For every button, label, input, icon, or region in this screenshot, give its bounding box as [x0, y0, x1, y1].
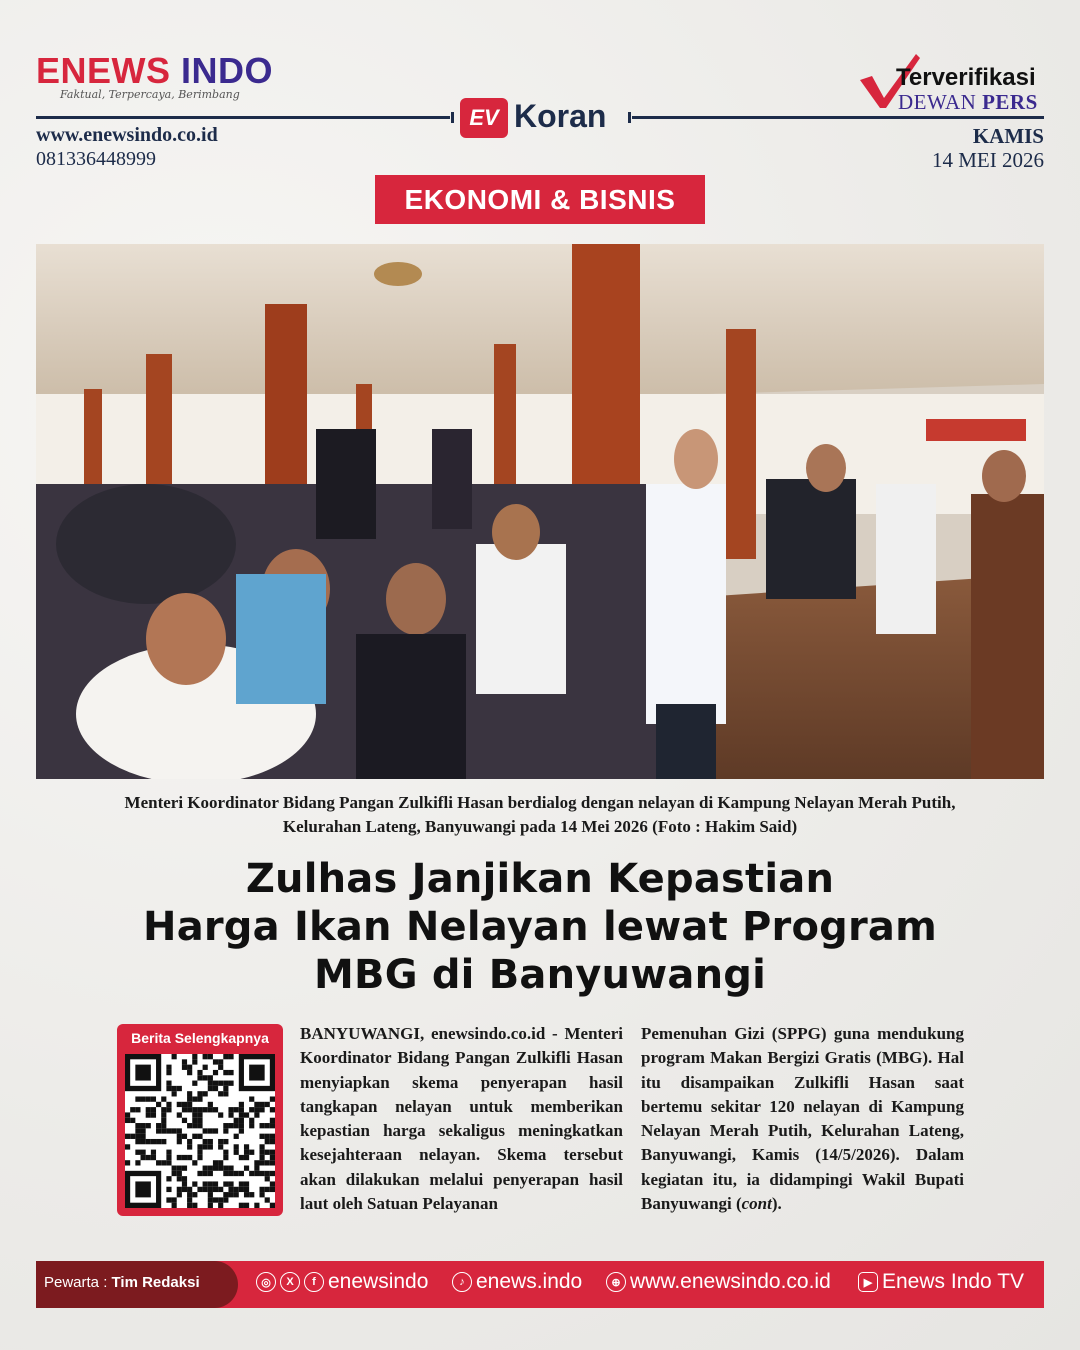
article-column-2: Pemenuhan Gizi (SPPG) guna mendukung program Makan Bergizi Gratis (MBG). Hal itu disampaikan Zulkifli Hasan saat bertemu sekitar 120 nelayan di Kampung Nelayan Merah Putih, Kelurahan Lateng, Banyuwangi, Kamis (14/5/2026). Dalam kegiatan itu, ia didampingi Wakil Bupati Banyuwangi (cont). — [641, 1024, 964, 1214]
facebook-icon[interactable]: f — [304, 1272, 324, 1292]
news-photo-image — [36, 244, 1044, 779]
section-badge: EKONOMI & BISNIS — [375, 175, 705, 224]
tiktok-link[interactable] — [452, 1270, 582, 1294]
header-phone: 081336448999 — [36, 148, 156, 170]
footer-website[interactable]: www.enewsindo.co.id — [630, 1270, 831, 1293]
qr-code-icon — [125, 1054, 275, 1208]
website-link[interactable] — [606, 1270, 831, 1294]
tiktok-handle[interactable]: enews.indo — [476, 1270, 583, 1293]
qr-code[interactable] — [125, 1054, 275, 1208]
reporter-credit: Pewarta : Tim Redaksi — [44, 1274, 200, 1291]
header-website[interactable]: www.enewsindo.co.id — [36, 124, 218, 146]
social-handle[interactable]: enewsindo — [328, 1270, 429, 1293]
photo-caption: Menteri Koordinator Bidang Pangan Zulkifli Hasan berdialog dengan nelayan di Kampung Nelayan Merah Putih, Kelurahan Lateng, Banyuwangi pada 14 Mei 2026 (Foto : Hakim Said) — [124, 793, 956, 836]
youtube-channel[interactable]: Enews Indo TV — [882, 1270, 1025, 1293]
brand-logo: ENEWS INDO — [36, 50, 274, 91]
news-photo — [36, 244, 1044, 779]
qr-title: Berita Selengkapnya — [131, 1030, 269, 1046]
verified-label: Terverifikasi — [896, 64, 1036, 91]
x-icon[interactable]: X — [280, 1272, 300, 1292]
header-divider-right — [632, 116, 1044, 119]
social-links[interactable] — [256, 1270, 428, 1294]
youtube-icon: ▶ — [858, 1272, 878, 1292]
globe-icon: ⊕ — [606, 1272, 626, 1292]
instagram-icon[interactable]: ◎ — [256, 1272, 276, 1292]
brand-tagline: Faktual, Terpercaya, Berimbang — [60, 88, 240, 101]
article-column-1: BANYUWANGI, enewsindo.co.id - Menteri Koordinator Bidang Pangan Zulkifli Hasan menyiapkan skema penyerapan hasil tangkapan nelayan untuk memberikan kepastian harga sekaligus meningkatkan kesejahteraan nelayan. Skema tersebut akan dilakukan melalui penyerapan hasil laut oleh Satuan Pelayanan — [300, 1024, 623, 1214]
tiktok-icon: ♪ — [452, 1272, 472, 1292]
article-headline: Zulhas Janjikan Kepastian Harga Ikan Nelayan lewat Program MBG di Banyuwangi — [143, 856, 937, 998]
issue-date: 14 MEI 2026 — [932, 148, 1044, 172]
header-divider-left — [36, 116, 450, 119]
issue-day: KAMIS — [972, 124, 1044, 148]
youtube-link[interactable] — [858, 1270, 1024, 1294]
koran-label: Koran — [514, 98, 607, 134]
koran-logo-icon: EV — [460, 98, 508, 138]
dewan-pers-label: DEWAN PERS — [898, 90, 1038, 114]
